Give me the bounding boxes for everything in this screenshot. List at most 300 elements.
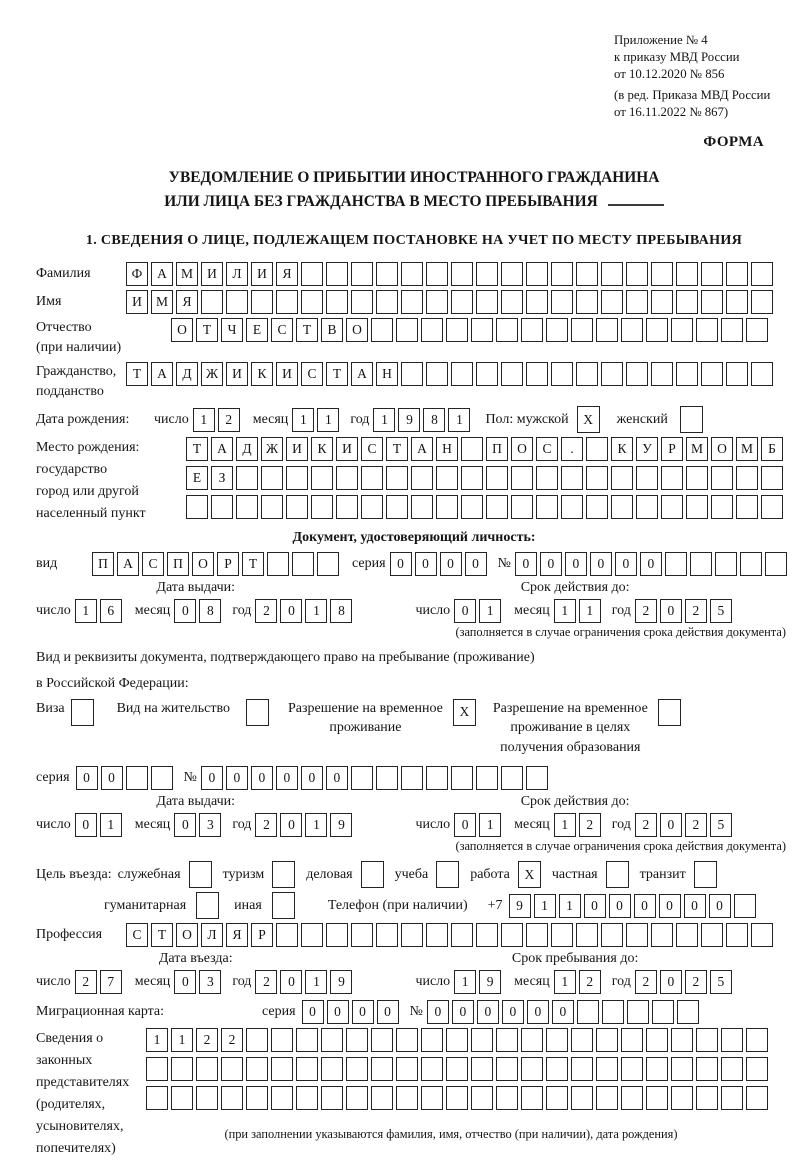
char-cell	[676, 290, 698, 314]
char-cell	[201, 290, 223, 314]
residence-number-boxes	[201, 766, 551, 790]
char-cell	[526, 290, 548, 314]
char-cell	[511, 495, 533, 519]
char-cell: 1	[479, 813, 501, 837]
char-cell	[571, 318, 593, 342]
char-cell: 1	[454, 970, 476, 994]
day-label: число	[36, 603, 71, 619]
identity-expiry-month-boxes	[554, 599, 604, 623]
char-cell	[126, 766, 148, 790]
char-cell	[726, 923, 748, 947]
char-cell	[501, 766, 523, 790]
char-cell: X	[577, 406, 600, 433]
birth-place-row	[36, 437, 792, 525]
char-cell	[221, 1057, 243, 1081]
char-cell	[401, 766, 423, 790]
char-cell	[236, 466, 258, 490]
char-cell	[696, 1028, 718, 1052]
residence-issue-day-boxes	[75, 813, 125, 837]
option-temp-residence-label-line1: Разрешение на временное	[287, 700, 443, 716]
char-cell	[676, 923, 698, 947]
char-cell	[351, 923, 373, 947]
char-cell	[665, 552, 687, 576]
char-cell	[451, 290, 473, 314]
char-cell	[501, 262, 523, 286]
annex-note-line-1: (в ред. Приказа МВД России	[614, 87, 771, 102]
char-cell	[261, 495, 283, 519]
char-cell	[496, 1028, 518, 1052]
char-cell: X	[518, 861, 541, 888]
char-cell: А	[351, 362, 373, 386]
char-cell	[171, 1057, 193, 1081]
char-cell	[386, 466, 408, 490]
char-cell	[346, 1086, 368, 1110]
char-cell: О	[711, 437, 733, 461]
char-cell: 0	[352, 1000, 374, 1024]
char-cell	[376, 290, 398, 314]
char-cell: 0	[634, 894, 656, 918]
char-cell	[652, 1000, 674, 1024]
char-cell: И	[286, 437, 308, 461]
birth-place-label-line2: государство	[36, 462, 108, 478]
char-cell	[536, 466, 558, 490]
char-cell	[596, 1028, 618, 1052]
char-cell	[736, 466, 758, 490]
char-cell	[226, 290, 248, 314]
char-cell: О	[171, 318, 193, 342]
char-cell	[396, 1028, 418, 1052]
char-cell: 1	[305, 599, 327, 623]
residence-expiry-heading: Срок действия до:	[520, 794, 630, 810]
residence-expiry-month-boxes	[554, 813, 604, 837]
char-cell: А	[151, 262, 173, 286]
identity-doc-dates	[36, 580, 792, 623]
purpose-row-2	[36, 892, 792, 919]
char-cell: Т	[196, 318, 218, 342]
purpose-private-checkbox	[606, 861, 632, 888]
char-cell: 6	[100, 599, 122, 623]
option-temp-residence-checkbox	[453, 699, 479, 726]
identity-expiry-date	[415, 599, 734, 623]
char-cell	[386, 495, 408, 519]
char-cell	[646, 1086, 668, 1110]
birth-date-row	[36, 406, 792, 433]
month-label: месяц	[252, 411, 289, 427]
identity-kind-label: вид	[36, 556, 58, 572]
option-temp-residence-label	[288, 699, 443, 738]
char-cell: Н	[376, 362, 398, 386]
char-cell	[326, 262, 348, 286]
char-cell	[571, 1057, 593, 1081]
char-cell	[396, 318, 418, 342]
char-cell: О	[346, 318, 368, 342]
residence-issue-date	[36, 813, 355, 837]
char-cell	[426, 766, 448, 790]
char-cell: А	[211, 437, 233, 461]
month-label: месяц	[134, 974, 171, 990]
char-cell	[436, 861, 459, 888]
char-cell	[671, 1028, 693, 1052]
char-cell: Ф	[126, 262, 148, 286]
char-cell: 1	[305, 970, 327, 994]
option-visa-checkbox	[71, 699, 97, 726]
char-cell	[671, 1057, 693, 1081]
annex-line-2: к приказу МВД России	[614, 49, 740, 64]
char-cell: Е	[246, 318, 268, 342]
char-cell: И	[201, 262, 223, 286]
char-cell	[526, 923, 548, 947]
char-cell	[261, 466, 283, 490]
char-cell	[371, 318, 393, 342]
char-cell	[661, 495, 683, 519]
birth-place-label	[36, 437, 186, 525]
char-cell	[421, 318, 443, 342]
option-temp-residence	[288, 699, 479, 738]
char-cell	[521, 1028, 543, 1052]
char-cell	[426, 923, 448, 947]
birth-place-label-line4: населенный пункт	[36, 506, 146, 522]
char-cell	[701, 923, 723, 947]
char-cell	[726, 262, 748, 286]
char-cell: Ж	[201, 362, 223, 386]
char-cell: О	[511, 437, 533, 461]
day-label: число	[36, 974, 71, 990]
char-cell	[151, 766, 173, 790]
char-cell: 2	[685, 813, 707, 837]
char-cell	[426, 262, 448, 286]
char-cell: П	[92, 552, 114, 576]
stay-month-boxes	[554, 970, 604, 994]
char-cell: 5	[710, 813, 732, 837]
purpose-other-checkbox	[272, 892, 298, 919]
char-cell: Т	[126, 362, 148, 386]
char-cell	[551, 362, 573, 386]
char-cell	[751, 923, 773, 947]
char-cell: Л	[226, 262, 248, 286]
purpose-work-label: работа	[470, 866, 510, 882]
residence-doc-series-row	[36, 766, 792, 790]
char-cell	[671, 1086, 693, 1110]
identity-doc-row	[36, 552, 792, 576]
char-cell: 1	[534, 894, 556, 918]
char-cell	[676, 262, 698, 286]
char-cell	[576, 262, 598, 286]
purpose-private-label: частная	[551, 866, 598, 882]
char-cell: 0	[609, 894, 631, 918]
char-cell	[296, 1028, 318, 1052]
char-cell	[301, 923, 323, 947]
char-cell: С	[271, 318, 293, 342]
entry-date	[36, 970, 355, 994]
char-cell	[371, 1028, 393, 1052]
char-cell	[621, 318, 643, 342]
char-cell: 2	[635, 599, 657, 623]
char-cell: Д	[176, 362, 198, 386]
char-cell	[171, 1086, 193, 1110]
char-cell	[651, 923, 673, 947]
char-cell: Е	[186, 466, 208, 490]
char-cell	[451, 362, 473, 386]
stay-year-boxes	[635, 970, 735, 994]
purpose-work-checkbox	[518, 861, 544, 888]
char-cell	[546, 318, 568, 342]
form-word-label: ФОРМА	[703, 134, 764, 151]
residence-issue-month-boxes	[174, 813, 224, 837]
char-cell: И	[226, 362, 248, 386]
char-cell: 0	[76, 766, 98, 790]
identity-number-label: №	[497, 556, 511, 572]
residence-expiry-day-boxes	[454, 813, 504, 837]
char-cell	[496, 318, 518, 342]
char-cell: И	[336, 437, 358, 461]
char-cell: 5	[710, 599, 732, 623]
option-temp-residence-education-checkbox	[658, 699, 684, 726]
sex-male-checkbox	[577, 406, 603, 433]
month-label: месяц	[134, 817, 171, 833]
char-cell	[626, 923, 648, 947]
char-cell	[401, 923, 423, 947]
identity-number-boxes	[515, 552, 790, 576]
char-cell: С	[142, 552, 164, 576]
char-cell	[626, 362, 648, 386]
stay-until-heading: Срок пребывания до:	[511, 951, 639, 967]
option-temp-residence-label-line2: проживание	[329, 720, 402, 736]
char-cell: 2	[579, 970, 601, 994]
char-cell	[476, 362, 498, 386]
char-cell	[286, 466, 308, 490]
char-cell	[596, 318, 618, 342]
entry-day-boxes	[75, 970, 125, 994]
char-cell: 0	[660, 970, 682, 994]
char-cell	[396, 1057, 418, 1081]
char-cell: 1	[171, 1028, 193, 1052]
char-cell: К	[611, 437, 633, 461]
char-cell	[401, 262, 423, 286]
char-cell	[296, 1086, 318, 1110]
char-cell	[251, 290, 273, 314]
char-cell: К	[251, 362, 273, 386]
char-cell: И	[126, 290, 148, 314]
form-title-line1: УВЕДОМЛЕНИЕ О ПРИБЫТИИ ИНОСТРАННОГО ГРАЖДАНИНА	[168, 169, 660, 187]
given-name-row	[36, 290, 792, 314]
annex-line-1: Приложение № 4	[614, 33, 708, 47]
char-cell	[451, 766, 473, 790]
char-cell	[746, 1086, 768, 1110]
char-cell	[426, 362, 448, 386]
purpose-study-checkbox	[436, 861, 462, 888]
month-label: месяц	[514, 817, 550, 833]
representatives-row3-boxes	[146, 1086, 771, 1110]
identity-issue-day-boxes	[75, 599, 125, 623]
char-cell: 0	[174, 813, 196, 837]
day-label: число	[415, 817, 451, 833]
char-cell	[301, 290, 323, 314]
char-cell	[317, 552, 339, 576]
option-temp-residence-education	[493, 699, 684, 758]
char-cell: 2	[579, 813, 601, 837]
char-cell: С	[126, 923, 148, 947]
option-residence-permit-checkbox	[246, 699, 272, 726]
char-cell: М	[151, 290, 173, 314]
char-cell: 0	[454, 813, 476, 837]
char-cell: 0	[515, 552, 537, 576]
citizenship-label-line2: подданство	[36, 384, 104, 400]
char-cell	[351, 262, 373, 286]
char-cell: 0	[640, 552, 662, 576]
residence-issue-year-boxes	[255, 813, 355, 837]
char-cell: 0	[415, 552, 437, 576]
char-cell	[676, 362, 698, 386]
char-cell: 9	[509, 894, 531, 918]
char-cell: 0	[174, 599, 196, 623]
representatives-label-line5: усыновителях,	[36, 1119, 124, 1135]
char-cell	[721, 318, 743, 342]
entry-date-heading: Дата въезда:	[158, 951, 233, 967]
char-cell: 2	[75, 970, 97, 994]
char-cell	[765, 552, 787, 576]
char-cell	[686, 466, 708, 490]
char-cell	[461, 437, 483, 461]
residence-doc-options	[36, 699, 792, 758]
char-cell	[401, 290, 423, 314]
char-cell	[601, 362, 623, 386]
char-cell: И	[251, 262, 273, 286]
char-cell	[376, 262, 398, 286]
char-cell	[501, 362, 523, 386]
char-cell	[621, 1028, 643, 1052]
patronymic-label-line1: Отчество	[36, 320, 92, 336]
char-cell: Б	[761, 437, 783, 461]
char-cell	[671, 318, 693, 342]
char-cell	[471, 318, 493, 342]
char-cell: 2	[255, 599, 277, 623]
identity-series-label: серия	[352, 556, 386, 572]
identity-expiry-note: (заполняется в случае ограничения срока действия документа)	[455, 625, 786, 640]
day-label: число	[415, 603, 451, 619]
char-cell	[471, 1057, 493, 1081]
char-cell	[246, 1028, 268, 1052]
char-cell: 0	[615, 552, 637, 576]
char-cell: 0	[454, 599, 476, 623]
char-cell	[696, 318, 718, 342]
form-title-line2-wrap	[36, 190, 792, 214]
char-cell: 0	[101, 766, 123, 790]
char-cell	[661, 466, 683, 490]
char-cell: 1	[554, 970, 576, 994]
char-cell: 0	[301, 766, 323, 790]
char-cell	[751, 290, 773, 314]
char-cell	[271, 1086, 293, 1110]
char-cell	[726, 362, 748, 386]
char-cell	[361, 861, 384, 888]
char-cell	[267, 552, 289, 576]
char-cell	[272, 861, 295, 888]
char-cell	[496, 1086, 518, 1110]
residence-expiry-note: (заполняется в случае ограничения срока действия документа)	[455, 839, 786, 854]
char-cell: 2	[685, 970, 707, 994]
char-cell: Ж	[261, 437, 283, 461]
char-cell	[321, 1057, 343, 1081]
char-cell	[471, 1028, 493, 1052]
char-cell	[646, 318, 668, 342]
char-cell	[711, 466, 733, 490]
char-cell	[715, 552, 737, 576]
char-cell	[611, 466, 633, 490]
char-cell	[611, 495, 633, 519]
char-cell: 0	[565, 552, 587, 576]
char-cell	[451, 923, 473, 947]
char-cell: 1	[100, 813, 122, 837]
char-cell: 1	[579, 599, 601, 623]
char-cell: 0	[280, 599, 302, 623]
residence-doc-dates	[36, 794, 792, 837]
char-cell: 2	[635, 970, 657, 994]
char-cell: А	[151, 362, 173, 386]
char-cell	[221, 1086, 243, 1110]
char-cell: А	[411, 437, 433, 461]
char-cell	[146, 1086, 168, 1110]
char-cell: Р	[251, 923, 273, 947]
char-cell	[361, 495, 383, 519]
char-cell	[711, 495, 733, 519]
char-cell	[471, 1086, 493, 1110]
patronymic-label-line2: (при наличии)	[36, 340, 122, 356]
option-temp-residence-education-line2: проживание в целях	[510, 720, 631, 736]
char-cell	[292, 552, 314, 576]
char-cell: 8	[330, 599, 352, 623]
char-cell	[686, 495, 708, 519]
char-cell	[602, 1000, 624, 1024]
identity-issue-year-boxes	[255, 599, 355, 623]
purpose-humanitarian-checkbox	[196, 892, 222, 919]
representatives-label-line6: попечителях)	[36, 1141, 116, 1157]
residence-doc-intro-line2: в Российской Федерации:	[36, 675, 189, 691]
char-cell	[701, 262, 723, 286]
char-cell	[196, 1057, 218, 1081]
citizenship-label	[36, 362, 126, 402]
char-cell	[326, 923, 348, 947]
char-cell	[421, 1086, 443, 1110]
char-cell	[451, 262, 473, 286]
month-label: месяц	[514, 974, 550, 990]
char-cell	[461, 495, 483, 519]
char-cell	[680, 406, 703, 433]
purpose-other-label: иная	[234, 897, 262, 913]
char-cell: Т	[151, 923, 173, 947]
char-cell: 0	[660, 813, 682, 837]
char-cell	[696, 1057, 718, 1081]
citizenship-boxes	[126, 362, 776, 386]
entry-dates	[36, 951, 792, 994]
char-cell: З	[211, 466, 233, 490]
char-cell	[761, 495, 783, 519]
char-cell: Т	[296, 318, 318, 342]
char-cell: 0	[251, 766, 273, 790]
char-cell: 0	[327, 1000, 349, 1024]
char-cell	[286, 495, 308, 519]
char-cell: М	[176, 262, 198, 286]
char-cell	[651, 290, 673, 314]
char-cell	[746, 1028, 768, 1052]
entry-year-boxes	[255, 970, 355, 994]
char-cell: Н	[436, 437, 458, 461]
char-cell	[651, 262, 673, 286]
char-cell: 1	[559, 894, 581, 918]
migration-series-label: серия	[262, 1004, 296, 1020]
char-cell: 0	[584, 894, 606, 918]
patronymic-label	[36, 318, 171, 358]
char-cell	[546, 1086, 568, 1110]
